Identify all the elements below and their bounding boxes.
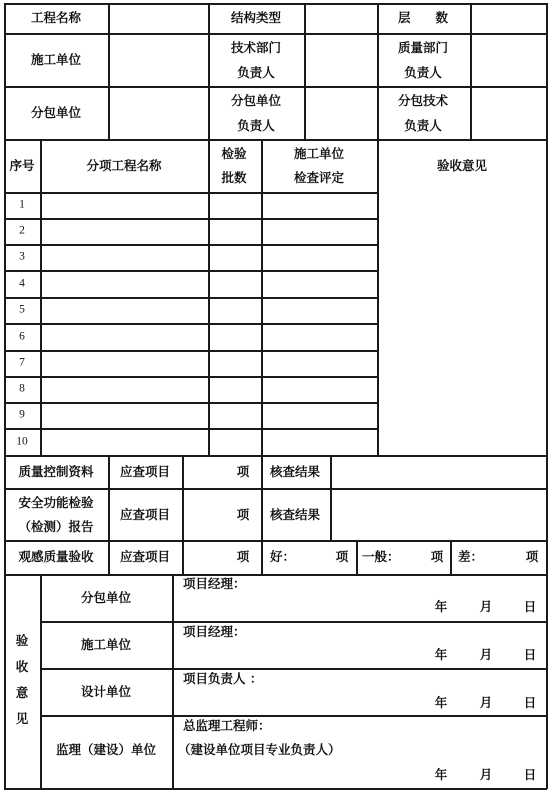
col-eval-1: 施工单位 bbox=[293, 145, 345, 161]
rule bbox=[377, 3, 379, 139]
rule bbox=[450, 540, 452, 574]
label-acc-construction-unit: 施工单位 bbox=[80, 636, 132, 652]
label-quality-control: 质量控制资料 bbox=[18, 463, 94, 479]
label-year: 年 bbox=[434, 766, 448, 782]
rule bbox=[546, 3, 548, 789]
col-seq: 序号 bbox=[9, 157, 35, 173]
label-owner-rep: （建设单位项目专业负责人） bbox=[178, 741, 341, 757]
label-quality-dept-head-2: 负责人 bbox=[404, 64, 442, 80]
row-number: 5 bbox=[19, 303, 25, 316]
label-day: 日 bbox=[523, 598, 537, 614]
label-safety-1: 安全功能检验 bbox=[18, 494, 94, 510]
rule bbox=[4, 574, 547, 576]
rule bbox=[208, 3, 210, 139]
label-poor: 差： bbox=[458, 548, 484, 564]
label-items-to-check: 应查项目 bbox=[119, 506, 171, 522]
label-items-to-check: 应查项目 bbox=[119, 548, 171, 564]
label-month: 月 bbox=[479, 646, 493, 662]
rule bbox=[108, 3, 110, 139]
rule bbox=[4, 139, 547, 141]
rule bbox=[4, 86, 547, 88]
label-project-manager: 项目经理： bbox=[183, 575, 246, 591]
label-project-head: 项目负责人 ： bbox=[183, 670, 263, 686]
rule bbox=[4, 350, 378, 352]
row-number: 6 bbox=[19, 330, 25, 343]
label-tech-dept-head-1: 技术部门 bbox=[230, 39, 282, 55]
label-check-result: 核查结果 bbox=[269, 506, 321, 522]
row-number: 7 bbox=[19, 356, 25, 369]
label-appearance: 观感质量验收 bbox=[18, 548, 94, 564]
rule bbox=[261, 455, 263, 540]
label-year: 年 bbox=[434, 646, 448, 662]
label-sub-tech-head-2: 负责人 bbox=[404, 117, 442, 133]
row-number: 1 bbox=[19, 198, 25, 211]
label-unit-item: 项 bbox=[236, 463, 250, 479]
rule bbox=[40, 715, 547, 717]
label-sub-unit-head-2: 负责人 bbox=[237, 117, 275, 133]
rule bbox=[261, 139, 263, 455]
label-month: 月 bbox=[479, 598, 493, 614]
label-general: 一般： bbox=[362, 548, 400, 564]
label-acceptance-side: 验收意见 bbox=[15, 633, 29, 726]
label-good: 好： bbox=[270, 548, 296, 564]
rule bbox=[208, 139, 210, 455]
rule bbox=[4, 488, 547, 490]
label-day: 日 bbox=[523, 694, 537, 710]
rule bbox=[40, 574, 42, 788]
col-batch-2: 批数 bbox=[221, 169, 247, 185]
label-unit-item: 项 bbox=[430, 548, 444, 564]
label-construction-unit: 施工单位 bbox=[30, 51, 82, 67]
rule bbox=[4, 192, 378, 194]
col-batch-1: 检验 bbox=[221, 145, 247, 161]
rule bbox=[4, 788, 547, 790]
rule bbox=[4, 323, 378, 325]
rule bbox=[4, 270, 378, 272]
rule bbox=[261, 540, 263, 574]
rule bbox=[4, 33, 547, 35]
label-month: 月 bbox=[479, 766, 493, 782]
label-quality-dept-head-1: 质量部门 bbox=[397, 39, 449, 55]
label-floors: 层 数 bbox=[397, 9, 449, 25]
rule bbox=[4, 3, 547, 5]
rule bbox=[4, 455, 547, 457]
rule bbox=[182, 455, 184, 574]
rule bbox=[172, 574, 174, 788]
label-sub-unit: 分包单位 bbox=[30, 104, 82, 120]
label-tech-dept-head-2: 负责人 bbox=[237, 64, 275, 80]
col-item-name: 分项工程名称 bbox=[86, 157, 162, 173]
rule bbox=[40, 139, 42, 455]
rule bbox=[304, 3, 306, 139]
label-acc-supervision-unit: 监理（建设）单位 bbox=[55, 741, 157, 757]
label-project-manager: 项目经理： bbox=[183, 623, 246, 639]
rule bbox=[40, 621, 547, 623]
row-number: 3 bbox=[19, 250, 25, 263]
rule bbox=[4, 376, 378, 378]
label-structure-type: 结构类型 bbox=[230, 9, 282, 25]
label-year: 年 bbox=[434, 598, 448, 614]
rule bbox=[4, 3, 6, 789]
rule bbox=[4, 218, 378, 220]
rule bbox=[4, 402, 378, 404]
label-day: 日 bbox=[523, 766, 537, 782]
rule bbox=[4, 244, 378, 246]
rule bbox=[4, 540, 547, 542]
label-unit-item: 项 bbox=[335, 548, 349, 564]
label-chief-supervisor: 总监理工程师： bbox=[183, 717, 271, 733]
rule bbox=[40, 668, 547, 670]
row-number: 9 bbox=[19, 408, 25, 421]
label-safety-2: （检测）报告 bbox=[18, 518, 94, 534]
col-eval-2: 检查评定 bbox=[293, 169, 345, 185]
label-acc-design-unit: 设计单位 bbox=[80, 683, 132, 699]
label-sub-unit-head-1: 分包单位 bbox=[230, 92, 282, 108]
label-sub-tech-head-1: 分包技术 bbox=[397, 92, 449, 108]
label-acc-sub-unit: 分包单位 bbox=[80, 589, 132, 605]
row-number: 2 bbox=[19, 224, 25, 237]
label-month: 月 bbox=[479, 694, 493, 710]
rule bbox=[108, 455, 110, 574]
row-number: 4 bbox=[19, 277, 25, 290]
rule bbox=[4, 297, 378, 299]
label-check-result: 核查结果 bbox=[269, 463, 321, 479]
row-number: 10 bbox=[16, 435, 28, 448]
label-unit-item: 项 bbox=[236, 548, 250, 564]
rule bbox=[470, 3, 472, 139]
rule bbox=[4, 428, 378, 430]
col-opinion: 验收意见 bbox=[436, 157, 488, 173]
label-items-to-check: 应查项目 bbox=[119, 463, 171, 479]
label-project-name: 工程名称 bbox=[30, 9, 82, 25]
rule bbox=[356, 540, 358, 574]
rule bbox=[330, 455, 332, 540]
rule bbox=[377, 139, 379, 455]
label-year: 年 bbox=[434, 694, 448, 710]
label-unit-item: 项 bbox=[525, 548, 539, 564]
label-unit-item: 项 bbox=[236, 506, 250, 522]
label-day: 日 bbox=[523, 646, 537, 662]
row-number: 8 bbox=[19, 382, 25, 395]
